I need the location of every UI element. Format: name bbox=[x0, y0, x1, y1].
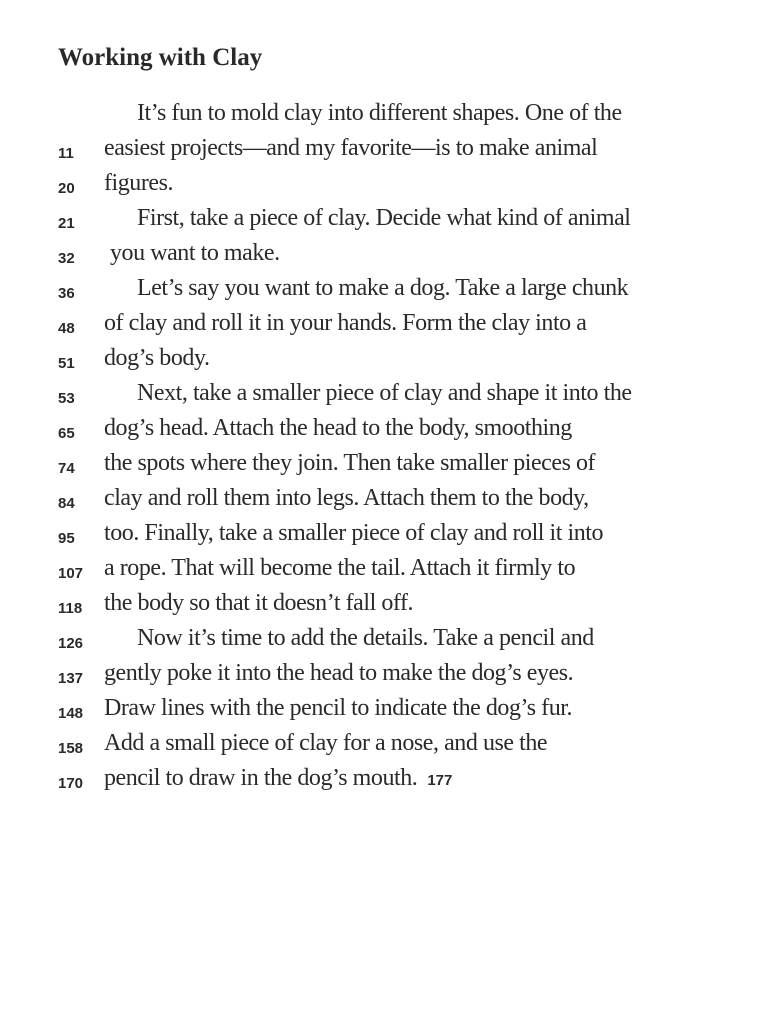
line-text: you want to make. bbox=[110, 240, 280, 266]
line-word-count: 158 bbox=[58, 740, 84, 757]
line-word-count: 20 bbox=[58, 180, 75, 197]
text-line bbox=[0, 275, 768, 310]
line-word-count: 95 bbox=[58, 530, 75, 547]
line-text: clay and roll them into legs. Attach them to the body, bbox=[104, 485, 589, 511]
line-word-count: 36 bbox=[58, 285, 75, 302]
line-text: Draw lines with the pencil to indicate the dog’s fur. bbox=[104, 695, 573, 721]
text-line bbox=[0, 625, 768, 660]
line-word-count: 32 bbox=[58, 250, 75, 267]
line-text: First, take a piece of clay. Decide what kind of animal bbox=[137, 205, 631, 231]
line-text: gently poke it into the head to make the dog’s eyes. bbox=[104, 660, 574, 686]
text-line bbox=[0, 660, 768, 695]
text-line bbox=[0, 135, 768, 170]
line-text: easiest projects—and my favorite—is to make animal bbox=[104, 135, 598, 161]
line-text: Now it’s time to add the details. Take a pencil and bbox=[137, 625, 594, 651]
text-line bbox=[0, 205, 768, 240]
line-word-count: 148 bbox=[58, 705, 84, 722]
line-word-count: 74 bbox=[58, 460, 75, 477]
text-line bbox=[0, 100, 768, 135]
text-line bbox=[0, 485, 768, 520]
line-text: of clay and roll it in your hands. Form the clay into a bbox=[104, 310, 587, 336]
text-line bbox=[0, 590, 768, 625]
document-title: Working with Clay bbox=[58, 44, 263, 71]
final-word-count: 177 bbox=[427, 772, 453, 789]
line-word-count: 51 bbox=[58, 355, 75, 372]
text-line bbox=[0, 310, 768, 345]
line-text: the body so that it doesn’t fall off. bbox=[104, 590, 414, 616]
line-word-count: 126 bbox=[58, 635, 84, 652]
text-line bbox=[0, 520, 768, 555]
line-word-count: 107 bbox=[58, 565, 84, 582]
text-line bbox=[0, 415, 768, 450]
line-text: too. Finally, take a smaller piece of clay and roll it into bbox=[104, 520, 604, 546]
text-line bbox=[0, 170, 768, 205]
line-word-count: 170 bbox=[58, 775, 84, 792]
line-text: It’s fun to mold clay into different shapes. One of the bbox=[137, 100, 622, 126]
text-line bbox=[0, 380, 768, 415]
line-word-count: 21 bbox=[58, 215, 75, 232]
line-text: a rope. That will become the tail. Attach it firmly to bbox=[104, 555, 576, 581]
line-word-count: 48 bbox=[58, 320, 75, 337]
text-line bbox=[0, 555, 768, 590]
line-text: Let’s say you want to make a dog. Take a large chunk bbox=[137, 275, 629, 301]
line-text: dog’s body. bbox=[104, 345, 210, 371]
text-line bbox=[0, 450, 768, 485]
line-text: figures. bbox=[104, 170, 174, 196]
line-word-count: 84 bbox=[58, 495, 75, 512]
line-text-last bbox=[104, 765, 452, 792]
line-word-count: 53 bbox=[58, 390, 75, 407]
line-text: Next, take a smaller piece of clay and shape it into the bbox=[137, 380, 632, 406]
line-text: pencil to draw in the dog’s mouth. bbox=[104, 765, 418, 791]
text-line bbox=[0, 765, 768, 800]
line-word-count: 137 bbox=[58, 670, 84, 687]
text-line bbox=[0, 730, 768, 765]
text-line bbox=[0, 695, 768, 730]
line-word-count: 118 bbox=[58, 600, 83, 617]
text-line bbox=[0, 345, 768, 380]
line-text: the spots where they join. Then take smaller pieces of bbox=[104, 450, 596, 476]
line-text: dog’s head. Attach the head to the body, smoothing bbox=[104, 415, 572, 441]
line-text: Add a small piece of clay for a nose, and use the bbox=[104, 730, 548, 756]
line-word-count: 11 bbox=[58, 145, 74, 162]
line-word-count: 65 bbox=[58, 425, 75, 442]
text-line bbox=[0, 240, 768, 275]
